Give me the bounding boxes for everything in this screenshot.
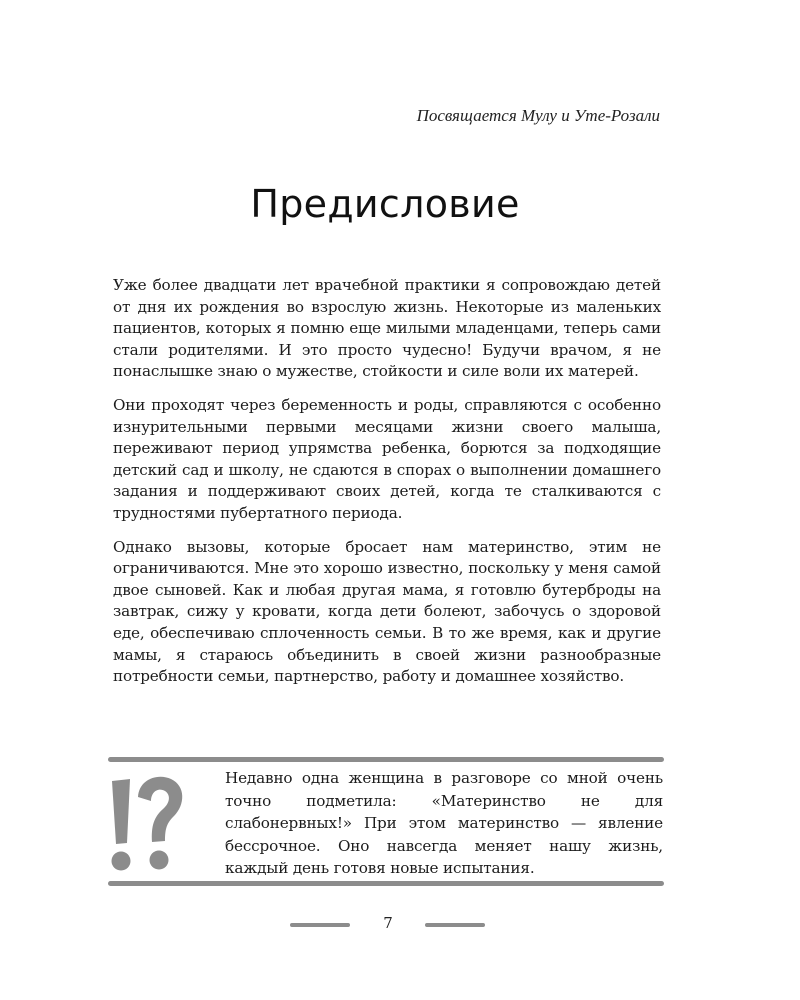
callout-bottom-rule xyxy=(108,881,664,886)
paragraph-1: Уже более двадцати лет врачебной практики я сопровождаю детей от дня их рождения во взрослую жизнь. Некоторые из маленьких пациентов, которых я помню еще милыми младенцами, теперь сами стали родителями. И это просто чудесно! Будучи врачом, я не понаслышке знаю о мужестве, стойкости и силе воли их матерей. xyxy=(113,276,661,381)
callout-box xyxy=(108,757,664,889)
paragraph-2: Они проходят через беременность и роды, справляются с особенно изнурительными первыми месяцами жизни своего малыша, переживают период упрямства ребенка, борются за подходящие детский сад и школу, не сдаются в спорах о выполнении домашнего задания и поддерживают своих детей, когда те сталкиваются с трудностями пубертатного периода. xyxy=(113,395,661,522)
page-footer xyxy=(0,912,800,936)
paragraph-3: Однако вызовы, которые бросает нам материнство, этим не ограничиваются. Мне это хорошо известно, поскольку у меня самой двое сыновей. Как и любая другая мама, я готовлю бутерброды на завтрак, сижу у кровати, когда дети болеют, забочусь о здоровой еде, обеспечиваю сплоченность семьи. В то же время, как и другие мамы, я стараюсь объединить в своей жизни разнообразные потребности семьи, партнерство, работу и домашнее хозяйство. xyxy=(113,537,661,686)
footer-rule-left xyxy=(290,923,350,927)
footer-rule-right xyxy=(425,923,485,927)
callout-text: Недавно одна женщина в разговоре со мной очень точно подметила: «Материнство не для слабонервных!» При этом материнство — явление бессрочное. Оно навсегда меняет нашу жизнь, каждый день готовя новые испытания. xyxy=(225,769,663,878)
page-number: 7 xyxy=(383,914,393,932)
exclamation-question-icon xyxy=(108,771,196,875)
chapter-title: Предисловие xyxy=(250,182,520,226)
body-text xyxy=(113,275,661,700)
callout-top-rule xyxy=(108,757,664,762)
dedication: Посвящается Мулу и Уте-Розали xyxy=(416,106,660,125)
